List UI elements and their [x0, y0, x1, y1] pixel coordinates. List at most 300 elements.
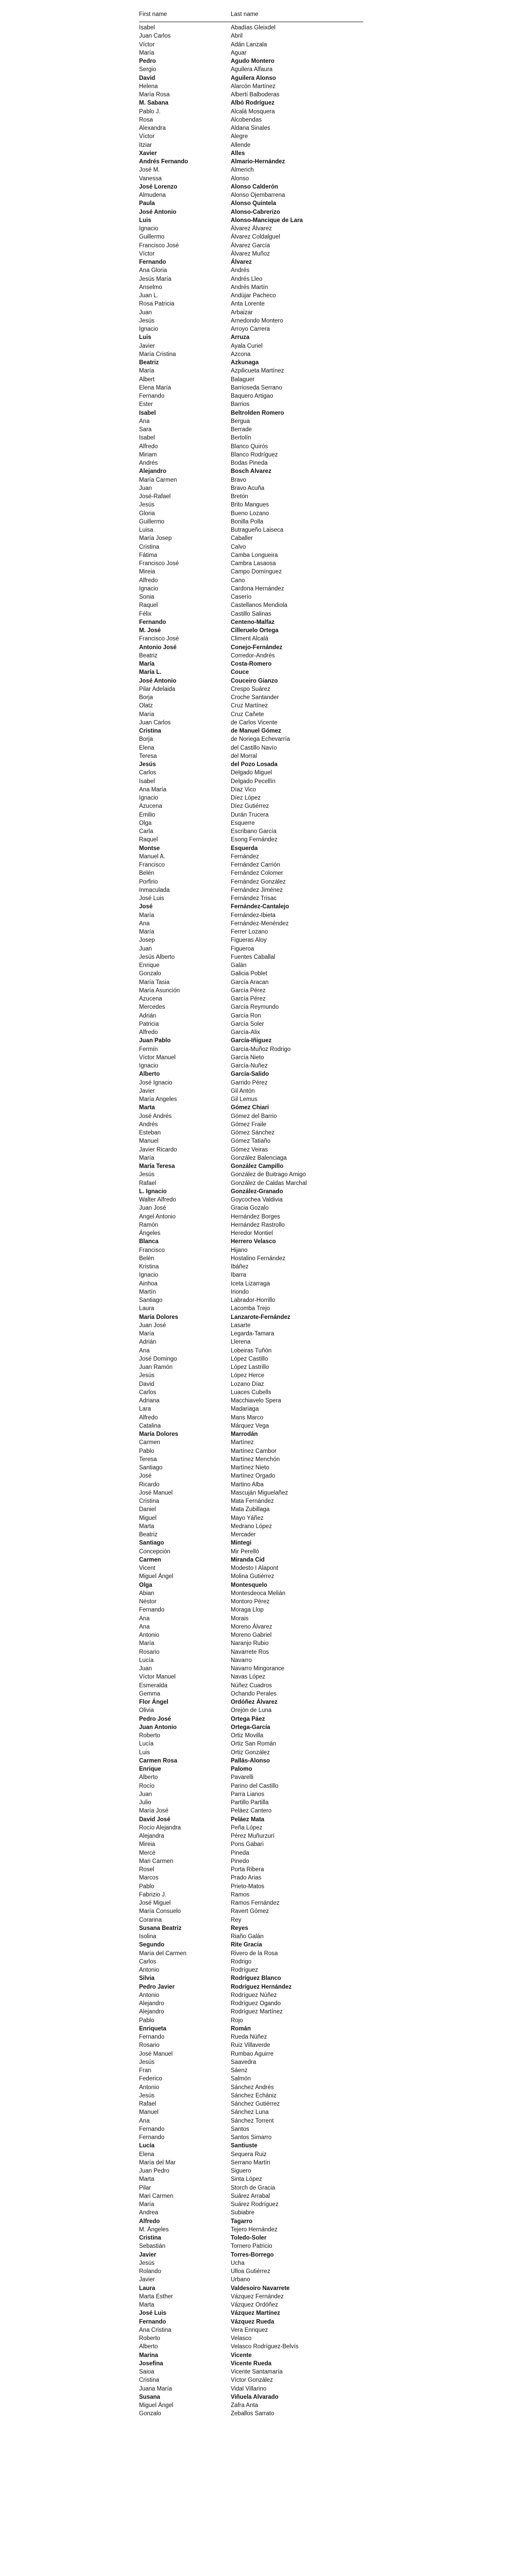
last-name-cell: García-Iñiguez: [231, 1038, 272, 1044]
table-row: [139, 1765, 363, 1773]
table-row: [139, 1606, 363, 1614]
first-name-cell: Ignacio: [139, 585, 159, 592]
table-row: [139, 1522, 363, 1531]
last-name-cell: García-Nuñez: [231, 1063, 268, 1069]
last-name-cell: Aguilera Alfaura: [231, 66, 273, 73]
last-name-cell: Salmón: [231, 2076, 251, 2082]
first-name-cell: Rocío: [139, 1783, 155, 1789]
first-name-cell: Cristina: [139, 1498, 159, 1504]
first-name-cell: Gonzalo: [139, 2411, 161, 2417]
first-name-cell: Pedro Javier: [139, 1984, 175, 1990]
first-name-cell: Fernando: [139, 1607, 165, 1614]
last-name-cell: Madariaga: [231, 1406, 259, 1413]
last-name-cell: Rodríguez Blanco: [231, 1975, 281, 1982]
table-row: [139, 443, 363, 451]
table-row: [139, 1782, 363, 1790]
last-name-cell: García Nieto: [231, 1054, 264, 1061]
table-row: [139, 333, 363, 342]
last-name-cell: Miranda Cid: [231, 1556, 265, 1563]
last-name-cell: Macchiavelo Spera: [231, 1398, 281, 1404]
last-name-cell: Lacomba Trejo: [231, 1306, 270, 1312]
last-name-cell: Pinedo: [231, 1858, 249, 1865]
first-name-cell: Alexandra: [139, 125, 166, 131]
first-name-cell: Carmen: [139, 1556, 161, 1563]
last-name-cell: Ortiz Movilla: [231, 1733, 264, 1739]
last-name-cell: González Campillo: [231, 1163, 284, 1170]
first-name-cell: Isabel: [139, 410, 156, 416]
table-row: [139, 2368, 363, 2376]
table-row: [139, 1330, 363, 1338]
first-name-cell: José M.: [139, 167, 160, 174]
table-row: [139, 518, 363, 526]
first-name-cell: Ana: [139, 1623, 150, 1630]
table-row: [139, 1665, 363, 1673]
first-name-cell: Azucena: [139, 803, 162, 810]
first-name-cell: Flor Ángel: [139, 1699, 168, 1705]
first-name-cell: Teresa: [139, 1456, 157, 1463]
first-name-cell: Andrés Fernando: [139, 159, 188, 165]
last-name-cell: Palomo: [231, 1766, 252, 1772]
last-name-cell: Andrés: [231, 267, 250, 274]
last-name-cell: Vázquez Ordóñez: [231, 2302, 279, 2308]
table-row: [139, 41, 363, 49]
first-name-cell: Fermín: [139, 1046, 158, 1053]
table-row: [139, 1338, 363, 1346]
last-name-cell: Parino del Castillo: [231, 1783, 279, 1789]
last-name-cell: Viñuela Alvarado: [231, 2394, 279, 2400]
first-name-cell: Rafael: [139, 2101, 157, 2107]
last-name-cell: Morais: [231, 1615, 249, 1622]
table-row: [139, 702, 363, 710]
last-name-cell: García Pérez: [231, 987, 266, 994]
first-name-cell: Josefina: [139, 2360, 163, 2367]
table-row: [139, 1363, 363, 1371]
first-name-cell: María: [139, 2201, 154, 2208]
last-name-cell: García-Salido: [231, 1071, 269, 1078]
first-name-cell: María L.: [139, 669, 162, 676]
table-row: [139, 166, 363, 174]
table-row: [139, 568, 363, 576]
table-row: [139, 367, 363, 375]
first-name-cell: Juan Pablo: [139, 1038, 171, 1044]
table-row: [139, 618, 363, 626]
last-name-cell: Riaño Galán: [231, 1934, 264, 1940]
last-name-cell: Moraga Llop: [231, 1607, 264, 1614]
first-name-cell: Kristina: [139, 1264, 159, 1270]
last-name-cell: González de Caldas Marchal: [231, 1180, 307, 1187]
first-name-cell: Rosa Patricia: [139, 301, 175, 308]
first-name-cell: Ana Gloria: [139, 267, 167, 274]
first-name-header: First name: [139, 11, 167, 18]
first-name-cell: Manuel: [139, 1138, 159, 1145]
last-name-cell: Alonso-Mancique de Lara: [231, 217, 303, 224]
table-row: [139, 1146, 363, 1154]
last-name-cell: Ramos: [231, 1891, 250, 1898]
first-name-cell: Ignacio: [139, 1272, 159, 1279]
first-name-cell: Alfredo: [139, 2218, 160, 2225]
last-name-cell: Galán: [231, 962, 247, 969]
last-name-cell: Pineda: [231, 1850, 249, 1856]
table-row: [139, 1438, 363, 1447]
last-name-cell: Cruz Martínez: [231, 703, 268, 709]
last-name-cell: Bertolín: [231, 435, 251, 442]
first-name-cell: Laura: [139, 1306, 154, 1312]
first-name-cell: María: [139, 1640, 154, 1647]
first-name-cell: Beatriz: [139, 360, 159, 366]
first-name-cell: Fernando: [139, 2134, 165, 2141]
first-name-cell: Marta: [139, 1523, 154, 1530]
table-row: [139, 2259, 363, 2267]
last-name-cell: Saavedra: [231, 2059, 256, 2065]
table-row: [139, 643, 363, 652]
table-row: [139, 660, 363, 668]
first-name-cell: José Luis: [139, 895, 164, 902]
first-name-cell: Alejandro: [139, 2009, 164, 2015]
table-row: [139, 266, 363, 275]
table-row: [139, 1062, 363, 1070]
last-name-cell: Navarro Mingorance: [231, 1666, 285, 1672]
last-name-cell: Centeno-Malfaz: [231, 619, 274, 625]
first-name-cell: Antonio: [139, 1632, 160, 1638]
last-name-cell: Cruz Cañete: [231, 711, 264, 718]
table-row: [139, 124, 363, 132]
last-name-cell: Ibarra: [231, 1272, 247, 1279]
first-name-cell: Patricia: [139, 1021, 159, 1027]
table-row: [139, 392, 363, 400]
last-name-cell: Tejero Hernández: [231, 2226, 278, 2233]
last-name-cell: Zeballos Sarrato: [231, 2411, 274, 2417]
last-name-cell: Sequera Ruiz: [231, 2151, 267, 2158]
first-name-cell: Néstor: [139, 1599, 157, 1605]
last-name-cell: Sánchez Luna: [231, 2109, 269, 2116]
table-row: [139, 1589, 363, 1598]
first-name-cell: Juan: [139, 945, 152, 952]
last-name-cell: Azcona: [231, 351, 251, 358]
first-name-cell: María Asunción: [139, 987, 180, 994]
first-name-cell: Roberto: [139, 2335, 160, 2342]
last-name-cell: Beltrolden Romero: [231, 410, 284, 416]
first-name-cell: Francisco: [139, 1247, 165, 1253]
last-name-cell: Esquerre: [231, 820, 255, 826]
first-name-cell: Alejandra: [139, 1833, 164, 1839]
first-name-cell: María Teresa: [139, 1163, 175, 1170]
table-row: [139, 1397, 363, 1405]
first-name-cell: Isabel: [139, 435, 155, 442]
last-name-cell: Fernández González: [231, 878, 286, 885]
last-name-cell: Peláez Mata: [231, 1816, 265, 1823]
table-row: [139, 1505, 363, 1514]
table-row: [139, 1723, 363, 1732]
last-name-cell: Rueda Núñez: [231, 2034, 267, 2040]
first-name-cell: Víctor: [139, 250, 155, 257]
table-row: [139, 2041, 363, 2049]
table-row: [139, 1472, 363, 1480]
first-name-cell: Ignacio: [139, 795, 159, 801]
last-name-cell: Fernández-Menéndez: [231, 920, 289, 927]
table-row: [139, 752, 363, 760]
last-name-cell: Gómez Tatiaño: [231, 1138, 271, 1145]
first-name-cell: Manuel A.: [139, 853, 166, 860]
last-name-cell: Díez López: [231, 795, 261, 801]
table-row: [139, 1548, 363, 1556]
first-name-cell: María José: [139, 1808, 168, 1815]
last-name-cell: Núñez Cuadros: [231, 1682, 272, 1689]
table-row: [139, 961, 363, 970]
table-row: [139, 844, 363, 853]
first-name-cell: Rafael: [139, 1180, 157, 1187]
table-row: [139, 1347, 363, 1355]
last-name-cell: Rodrigo: [231, 1958, 252, 1965]
first-name-cell: Xavier: [139, 150, 157, 157]
first-name-cell: Ana: [139, 1615, 150, 1622]
last-name-cell: Rojo: [231, 2017, 243, 2024]
table-row: [139, 74, 363, 82]
last-name-cell: Heredor Montiel: [231, 1230, 273, 1236]
table-row: [139, 1698, 363, 1706]
table-row: [139, 1656, 363, 1665]
last-name-cell: Arnedondo Montero: [231, 317, 283, 324]
first-name-cell: Beatriz: [139, 652, 158, 659]
table-row: [139, 769, 363, 777]
table-row: [139, 920, 363, 928]
last-name-cell: Álvarez Coldalguel: [231, 234, 280, 241]
last-name-cell: Alonso Calderón: [231, 183, 279, 190]
last-name-cell: Modesto I Alapont: [231, 1565, 279, 1571]
table-row: [139, 593, 363, 601]
table-row: [139, 1757, 363, 1765]
table-row: [139, 1371, 363, 1380]
table-row: [139, 1849, 363, 1857]
last-name-cell: Ibáñez: [231, 1264, 249, 1270]
table-row: [139, 577, 363, 585]
first-name-cell: Rosario: [139, 1649, 160, 1655]
last-name-cell: Lobeiras Tuñón: [231, 1347, 272, 1354]
first-name-cell: Francisco José: [139, 561, 179, 567]
last-name-cell: Delgado Pecellín: [231, 778, 276, 785]
first-name-cell: Ana: [139, 1347, 150, 1354]
last-name-cell: Parra Lianos: [231, 1791, 265, 1798]
first-name-cell: Andrea: [139, 2210, 159, 2216]
first-name-cell: Jesús: [139, 1172, 155, 1178]
first-name-cell: María: [139, 661, 155, 667]
last-name-cell: Vidal Villarino: [231, 2385, 267, 2392]
table-row: [139, 342, 363, 350]
table-row: [139, 811, 363, 819]
last-name-cell: Serrano Martín: [231, 2159, 270, 2166]
table-row: [139, 1623, 363, 1631]
first-name-cell: Mercè: [139, 1850, 156, 1856]
first-name-cell: Ana: [139, 418, 150, 425]
first-name-cell: Ángeles: [139, 1230, 161, 1236]
table-row: [139, 677, 363, 685]
last-name-cell: Naranjo Rubio: [231, 1640, 269, 1647]
first-name-cell: Pablo J.: [139, 108, 161, 115]
first-name-cell: Andrés: [139, 460, 158, 466]
first-name-cell: Fátima: [139, 552, 158, 558]
last-name-cell: Rodríguez: [231, 1967, 259, 1973]
first-name-cell: Susana: [139, 2394, 160, 2400]
first-name-cell: Fabrizio J.: [139, 1891, 167, 1898]
last-name-cell: Alonso-Cabrerizo: [231, 209, 280, 215]
last-name-cell: Cardona Hernández: [231, 585, 284, 592]
last-name-cell: Sánchez Gutiérrez: [231, 2101, 280, 2107]
first-name-cell: Fernando: [139, 2126, 165, 2132]
table-row: [139, 1958, 363, 1966]
table-row: [139, 1682, 363, 1690]
first-name-cell: Ignacio: [139, 226, 159, 232]
table-row: [139, 1648, 363, 1656]
last-name-cell: Gómez del Barrio: [231, 1113, 277, 1120]
last-name-cell: Crespo Suárez: [231, 686, 270, 692]
first-name-cell: Rosario: [139, 2042, 160, 2049]
first-name-cell: Isabel: [139, 778, 155, 785]
first-name-cell: Blanca: [139, 1239, 159, 1245]
table-row: [139, 510, 363, 518]
table-row: [139, 1414, 363, 1422]
first-name-cell: Javier Ricardo: [139, 1146, 177, 1153]
last-name-cell: Álvarez García: [231, 242, 270, 249]
last-name-cell: Alarcón Martínez: [231, 83, 276, 90]
table-row: [139, 175, 363, 183]
table-row: [139, 1037, 363, 1045]
table-row: [139, 49, 363, 57]
first-name-cell: Jesús: [139, 2059, 155, 2065]
table-row: [139, 426, 363, 434]
table-row: [139, 1271, 363, 1279]
last-name-cell: Ramos Fernández: [231, 1900, 280, 1906]
first-name-cell: Gonzalo: [139, 971, 161, 977]
table-row: [139, 1497, 363, 1505]
last-name-cell: Croche Santander: [231, 694, 279, 701]
last-name-cell: Fuentes Caballal: [231, 954, 276, 960]
last-name-cell: Berrade: [231, 427, 252, 433]
table-row: [139, 760, 363, 769]
last-name-cell: Álvarez Muñoz: [231, 250, 270, 257]
first-name-cell: Antonio: [139, 1967, 160, 1973]
first-name-cell: Javier: [139, 2277, 155, 2283]
last-name-cell: Escribano García: [231, 828, 277, 835]
first-name-cell: Esteban: [139, 1130, 161, 1136]
last-name-cell: Navas López: [231, 1674, 266, 1681]
last-name-cell: Fernández Trisac: [231, 895, 277, 902]
last-name-cell: Fernández Carrión: [231, 862, 280, 868]
first-name-cell: Vanessa: [139, 175, 162, 182]
table-row: [139, 2410, 363, 2418]
table-row: [139, 1816, 363, 1824]
first-name-cell: Jesús: [139, 317, 155, 324]
last-name-cell: Castillo Salinas: [231, 611, 271, 617]
table-row: [139, 1891, 363, 1899]
table-row: [139, 459, 363, 467]
first-name-cell: David José: [139, 1816, 170, 1823]
first-name-cell: María Josep: [139, 535, 172, 542]
last-name-cell: Sinta López: [231, 2176, 262, 2183]
last-name-cell: Santos: [231, 2126, 249, 2132]
last-name-cell: López Herce: [231, 1372, 265, 1379]
first-name-cell: Félix: [139, 611, 152, 617]
last-name-cell: de Noriega Echevarría: [231, 736, 290, 743]
last-name-cell: Rodríguez Ogando: [231, 2001, 281, 2007]
first-name-cell: Marta: [139, 2302, 154, 2308]
table-row: [139, 1255, 363, 1263]
first-name-cell: José Domingo: [139, 1355, 177, 1362]
first-name-cell: María Cristina: [139, 351, 176, 358]
first-name-cell: Fernando: [139, 619, 166, 625]
last-name-cell: Alonso: [231, 175, 249, 182]
table-row: [139, 2058, 363, 2066]
first-name-cell: Cristina: [139, 2235, 161, 2241]
table-row: [139, 1121, 363, 1129]
first-name-cell: María Angeles: [139, 1096, 177, 1103]
table-row: [139, 1974, 363, 1982]
last-name-cell: Navarrete Ros: [231, 1649, 269, 1655]
table-row: [139, 1899, 363, 1907]
first-name-cell: Sergio: [139, 66, 157, 73]
first-name-cell: Javier: [139, 2251, 157, 2258]
first-name-cell: Pablo: [139, 1883, 154, 1890]
last-name-cell: Vicente: [231, 2352, 252, 2359]
first-name-cell: José Miguel: [139, 1900, 171, 1906]
last-name-cell: Agudo Montero: [231, 58, 274, 64]
table-row: [139, 493, 363, 501]
last-name-cell: Mans Marco: [231, 1414, 264, 1421]
last-name-cell: Balaguer: [231, 376, 255, 383]
table-row: [139, 1790, 363, 1799]
last-name-cell: Andrés Martín: [231, 284, 268, 291]
table-row: [139, 2192, 363, 2200]
table-row: [139, 1631, 363, 1639]
first-name-cell: Isolina: [139, 1934, 157, 1940]
table-row: [139, 1907, 363, 1916]
table-row: [139, 1740, 363, 1748]
first-name-cell: Alfredo: [139, 1029, 158, 1036]
first-name-cell: Juan Antonio: [139, 1724, 177, 1731]
first-name-cell: José Manuel: [139, 1489, 173, 1496]
first-name-cell: Abian: [139, 1590, 154, 1597]
table-row: [139, 1246, 363, 1255]
last-name-cell: Brito Mangues: [231, 502, 269, 509]
last-name-cell: Caserío: [231, 594, 252, 600]
first-name-cell: Sara: [139, 427, 152, 433]
last-name-cell: Barrioseda Serrano: [231, 384, 282, 391]
table-row: [139, 1799, 363, 1807]
first-name-cell: Juan Carlos: [139, 719, 171, 726]
last-name-cell: Lanzarote-Fernández: [231, 1314, 290, 1320]
table-row: [139, 1464, 363, 1472]
first-name-cell: Juan Carlos: [139, 33, 171, 40]
last-name-cell: Rivero de la Rosa: [231, 1950, 278, 1957]
table-row: [139, 1999, 363, 2008]
last-name-cell: Márquez Vega: [231, 1422, 269, 1429]
first-name-cell: Pedro José: [139, 1716, 171, 1722]
last-name-cell: Figueroa: [231, 945, 254, 952]
last-name-cell: Bodas Pineda: [231, 460, 268, 466]
first-name-cell: Rosa: [139, 116, 153, 123]
table-row: [139, 2108, 363, 2116]
first-name-cell: Marta: [139, 2176, 154, 2183]
last-name-cell: Gómez Sánchez: [231, 1130, 275, 1136]
first-name-cell: Ana: [139, 2117, 150, 2124]
first-name-cell: Víctor Manuel: [139, 1674, 176, 1681]
table-row: [139, 727, 363, 735]
table-row: [139, 886, 363, 894]
last-name-cell: Sánchez Andrés: [231, 2084, 274, 2091]
last-name-cell: López Castillo: [231, 1355, 268, 1362]
first-name-cell: Andrés: [139, 1121, 158, 1128]
table-row: [139, 1221, 363, 1229]
first-name-cell: José Antonio: [139, 677, 177, 684]
last-name-cell: Díaz Vico: [231, 786, 256, 793]
